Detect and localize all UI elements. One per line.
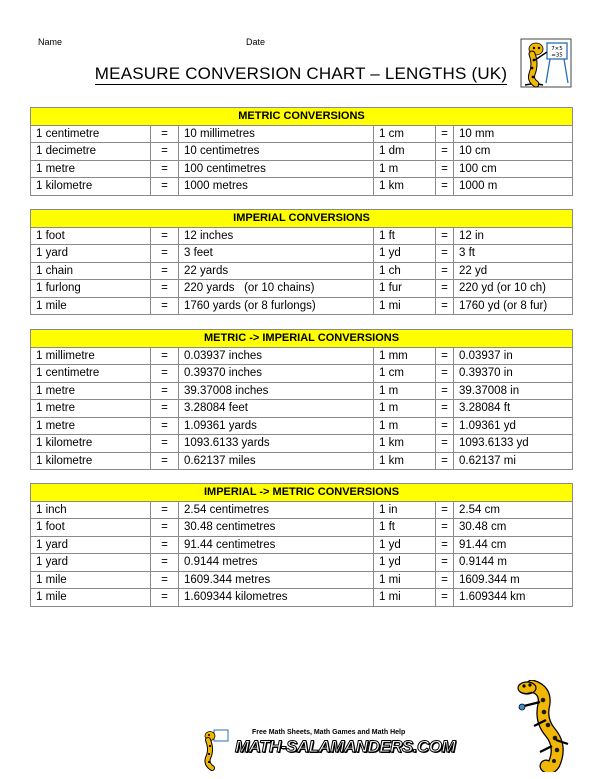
- abbrev-unit-cell: 1 fur: [374, 280, 436, 298]
- salamander-mascot: [510, 680, 572, 777]
- abbrev-unit-cell: 1 in: [374, 501, 436, 519]
- table-row: [31, 554, 573, 572]
- abbrev-unit-cell: 1 dm: [374, 143, 436, 161]
- equals-cell: =: [436, 382, 454, 400]
- value-cell: 3.28084 feet: [179, 400, 374, 418]
- unit-cell: 1 centimetre: [31, 125, 151, 143]
- section-heading: IMPERIAL -> METRIC CONVERSIONS: [31, 484, 573, 502]
- table-row: [31, 125, 573, 143]
- equals-cell: =: [436, 262, 454, 280]
- value-cell: 39.37008 inches: [179, 382, 374, 400]
- equals-cell: =: [151, 571, 179, 589]
- page-title: MEASURE CONVERSION CHART – LENGTHS (UK): [94, 64, 508, 83]
- equals-cell: =: [151, 178, 179, 196]
- abbrev-value-cell: 1093.6133 yd: [454, 435, 573, 453]
- imperial-conversions-table: [30, 209, 573, 315]
- unit-cell: 1 millimetre: [31, 347, 151, 365]
- table-row: [31, 536, 573, 554]
- abbrev-unit-cell: 1 mi: [374, 297, 436, 315]
- equals-cell: =: [436, 160, 454, 178]
- imperial-to-metric-table: [30, 483, 573, 607]
- abbrev-value-cell: 0.03937 in: [454, 347, 573, 365]
- abbrev-value-cell: 100 cm: [454, 160, 573, 178]
- abbrev-value-cell: 0.62137 mi: [454, 452, 573, 470]
- equals-cell: =: [151, 160, 179, 178]
- unit-cell: 1 inch: [31, 501, 151, 519]
- equals-cell: =: [436, 554, 454, 572]
- equals-cell: =: [436, 400, 454, 418]
- value-cell: 22 yards: [179, 262, 374, 280]
- unit-cell: 1 yard: [31, 245, 151, 263]
- unit-cell: 1 kilometre: [31, 452, 151, 470]
- table-row: [31, 178, 573, 196]
- equals-cell: =: [436, 519, 454, 537]
- abbrev-value-cell: 0.39370 in: [454, 365, 573, 383]
- unit-cell: 1 mile: [31, 589, 151, 607]
- unit-cell: 1 centimetre: [31, 365, 151, 383]
- name-label: Name: [38, 37, 63, 47]
- unit-cell: 1 metre: [31, 382, 151, 400]
- equals-cell: =: [151, 536, 179, 554]
- unit-cell: 1 foot: [31, 519, 151, 537]
- unit-cell: 1 foot: [31, 227, 151, 245]
- section-heading: IMPERIAL CONVERSIONS: [31, 210, 573, 228]
- unit-cell: 1 kilometre: [31, 435, 151, 453]
- abbrev-value-cell: 3.28084 ft: [454, 400, 573, 418]
- equals-cell: =: [436, 589, 454, 607]
- equals-cell: =: [436, 365, 454, 383]
- abbrev-value-cell: 1609.344 m: [454, 571, 573, 589]
- equals-cell: =: [151, 297, 179, 315]
- table-row: [31, 297, 573, 315]
- table-row: [31, 571, 573, 589]
- equals-cell: =: [151, 452, 179, 470]
- value-cell: 2.54 centimetres: [179, 501, 374, 519]
- equals-cell: =: [436, 536, 454, 554]
- abbrev-unit-cell: 1 ft: [374, 519, 436, 537]
- equals-cell: =: [436, 297, 454, 315]
- value-cell: 0.9144 metres: [179, 554, 374, 572]
- value-cell: 1093.6133 yards: [179, 435, 374, 453]
- value-cell: 12 inches: [179, 227, 374, 245]
- abbrev-value-cell: 2.54 cm: [454, 501, 573, 519]
- equals-cell: =: [151, 280, 179, 298]
- value-cell: 1.09361 yards: [179, 417, 374, 435]
- equals-cell: =: [436, 178, 454, 196]
- abbrev-unit-cell: 1 km: [374, 178, 436, 196]
- logo-board-text-2: =35: [551, 52, 563, 59]
- equals-cell: =: [151, 227, 179, 245]
- unit-cell: 1 yard: [31, 554, 151, 572]
- abbrev-unit-cell: 1 ft: [374, 227, 436, 245]
- abbrev-unit-cell: 1 km: [374, 435, 436, 453]
- abbrev-value-cell: 12 in: [454, 227, 573, 245]
- abbrev-value-cell: 39.37008 in: [454, 382, 573, 400]
- value-cell: 30.48 centimetres: [179, 519, 374, 537]
- value-cell: 1609.344 metres: [179, 571, 374, 589]
- unit-cell: 1 metre: [31, 160, 151, 178]
- abbrev-value-cell: 10 mm: [454, 125, 573, 143]
- table-row: [31, 262, 573, 280]
- abbrev-unit-cell: 1 km: [374, 452, 436, 470]
- equals-cell: =: [436, 143, 454, 161]
- table-row: [31, 501, 573, 519]
- metric-conversions-table: [30, 107, 573, 196]
- abbrev-unit-cell: 1 m: [374, 382, 436, 400]
- value-cell: 1.609344 kilometres: [179, 589, 374, 607]
- abbrev-value-cell: 1.09361 yd: [454, 417, 573, 435]
- abbrev-value-cell: 220 yd (or 10 ch): [454, 280, 573, 298]
- value-cell: 10 centimetres: [179, 143, 374, 161]
- equals-cell: =: [436, 435, 454, 453]
- abbrev-unit-cell: 1 mi: [374, 571, 436, 589]
- unit-cell: 1 decimetre: [31, 143, 151, 161]
- unit-cell: 1 mile: [31, 297, 151, 315]
- abbrev-value-cell: 1760 yd (or 8 fur): [454, 297, 573, 315]
- table-row: [31, 365, 573, 383]
- abbrev-unit-cell: 1 cm: [374, 365, 436, 383]
- abbrev-unit-cell: 1 ch: [374, 262, 436, 280]
- value-cell: 3 feet: [179, 245, 374, 263]
- value-cell: 0.62137 miles: [179, 452, 374, 470]
- equals-cell: =: [436, 501, 454, 519]
- equals-cell: =: [436, 125, 454, 143]
- unit-cell: 1 furlong: [31, 280, 151, 298]
- value-cell: 1000 metres: [179, 178, 374, 196]
- unit-cell: 1 metre: [31, 417, 151, 435]
- value-cell: 0.39370 inches: [179, 365, 374, 383]
- value-cell: 220 yards (or 10 chains): [179, 280, 374, 298]
- unit-cell: 1 yard: [31, 536, 151, 554]
- equals-cell: =: [151, 365, 179, 383]
- footer-tagline: Free Math Sheets, Math Games and Math Help: [252, 729, 406, 736]
- metric-to-imperial-table: [30, 329, 573, 470]
- table-row: [31, 452, 573, 470]
- equals-cell: =: [151, 347, 179, 365]
- abbrev-unit-cell: 1 yd: [374, 554, 436, 572]
- equals-cell: =: [151, 417, 179, 435]
- table-row: [31, 435, 573, 453]
- table-row: [31, 245, 573, 263]
- abbrev-value-cell: 22 yd: [454, 262, 573, 280]
- equals-cell: =: [151, 554, 179, 572]
- equals-cell: =: [436, 347, 454, 365]
- value-cell: 0.03937 inches: [179, 347, 374, 365]
- equals-cell: =: [151, 501, 179, 519]
- value-cell: 91.44 centimetres: [179, 536, 374, 554]
- equals-cell: =: [436, 571, 454, 589]
- equals-cell: =: [151, 589, 179, 607]
- equals-cell: =: [151, 262, 179, 280]
- value-cell: 100 centimetres: [179, 160, 374, 178]
- equals-cell: =: [151, 143, 179, 161]
- abbrev-value-cell: 30.48 cm: [454, 519, 573, 537]
- equals-cell: =: [151, 400, 179, 418]
- abbrev-value-cell: 1.609344 km: [454, 589, 573, 607]
- equals-cell: =: [436, 280, 454, 298]
- abbrev-value-cell: 91.44 cm: [454, 536, 573, 554]
- equals-cell: =: [436, 417, 454, 435]
- logo-board-text-1: 7×5: [551, 46, 563, 52]
- table-row: [31, 143, 573, 161]
- table-row: [31, 400, 573, 418]
- footer-logo: [200, 728, 236, 777]
- value-cell: 1760 yards (or 8 furlongs): [179, 297, 374, 315]
- table-row: [31, 347, 573, 365]
- abbrev-unit-cell: 1 mm: [374, 347, 436, 365]
- abbrev-value-cell: 1000 m: [454, 178, 573, 196]
- abbrev-unit-cell: 1 m: [374, 417, 436, 435]
- unit-cell: 1 mile: [31, 571, 151, 589]
- equals-cell: =: [436, 227, 454, 245]
- logo-salamander-teacher: [520, 38, 572, 88]
- abbrev-unit-cell: 1 yd: [374, 536, 436, 554]
- abbrev-unit-cell: 1 mi: [374, 589, 436, 607]
- equals-cell: =: [151, 245, 179, 263]
- table-row: [31, 589, 573, 607]
- footer-site-name: MATH-SALAMANDERS.COM: [235, 737, 456, 756]
- unit-cell: 1 metre: [31, 400, 151, 418]
- section-heading: METRIC -> IMPERIAL CONVERSIONS: [31, 330, 573, 348]
- abbrev-unit-cell: 1 m: [374, 160, 436, 178]
- equals-cell: =: [151, 382, 179, 400]
- abbrev-unit-cell: 1 yd: [374, 245, 436, 263]
- equals-cell: =: [151, 125, 179, 143]
- abbrev-unit-cell: 1 cm: [374, 125, 436, 143]
- abbrev-value-cell: 0.9144 m: [454, 554, 573, 572]
- value-cell: 10 millimetres: [179, 125, 374, 143]
- table-row: [31, 227, 573, 245]
- equals-cell: =: [436, 245, 454, 263]
- table-row: [31, 280, 573, 298]
- unit-cell: 1 chain: [31, 262, 151, 280]
- equals-cell: =: [151, 519, 179, 537]
- date-label: Date: [246, 37, 266, 47]
- equals-cell: =: [436, 452, 454, 470]
- table-row: [31, 382, 573, 400]
- table-row: [31, 160, 573, 178]
- abbrev-unit-cell: 1 m: [374, 400, 436, 418]
- section-heading: METRIC CONVERSIONS: [31, 108, 573, 126]
- abbrev-value-cell: 3 ft: [454, 245, 573, 263]
- abbrev-value-cell: 10 cm: [454, 143, 573, 161]
- table-row: [31, 519, 573, 537]
- equals-cell: =: [151, 435, 179, 453]
- table-row: [31, 417, 573, 435]
- unit-cell: 1 kilometre: [31, 178, 151, 196]
